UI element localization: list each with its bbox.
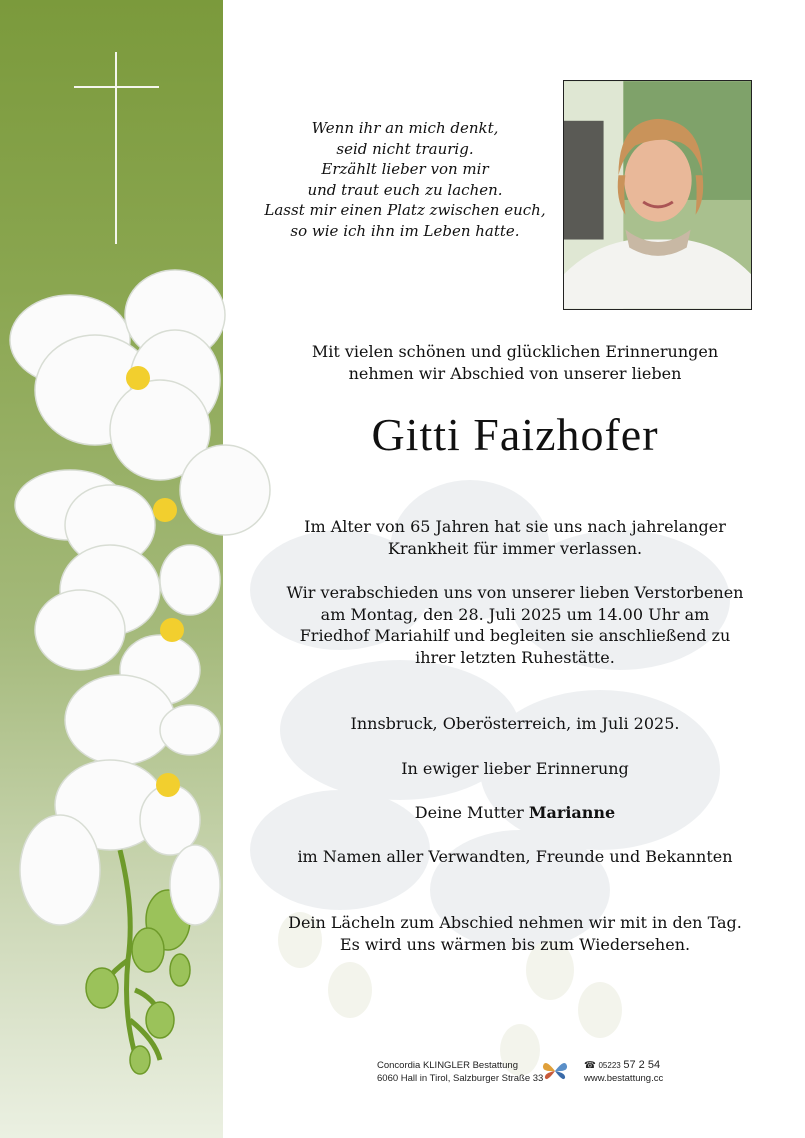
poem-line: Erzählt lieber von mir <box>321 160 489 178</box>
age-line: Krankheit für immer verlassen. <box>387 538 643 558</box>
poem-line: Wenn ihr an mich denkt, <box>311 119 499 137</box>
mother-prefix: Deine Mutter <box>414 803 524 822</box>
place-date <box>250 713 780 735</box>
phone-number: 57 2 54 <box>623 1059 661 1071</box>
poem-line: Lasst mir einen Platz zwischen euch, <box>264 201 546 219</box>
website-link[interactable]: www.bestattung.cc <box>584 1073 664 1084</box>
closing-line: Es wird uns wärmen bis zum Wiedersehen. <box>339 934 691 954</box>
butterfly-logo <box>541 1058 569 1084</box>
telephone-icon: ☎ <box>584 1060 596 1071</box>
poem-line: so wie ich ihn im Leben hatte. <box>290 221 520 240</box>
orchid-image <box>0 260 290 1090</box>
closing-text <box>250 912 780 955</box>
cross-icon-bar <box>74 86 159 88</box>
relatives-text: im Namen aller Verwandten, Freunde und Bekannten <box>297 847 733 866</box>
memory-text: In ewiger lieber Erinnerung <box>401 759 629 778</box>
mother-text <box>250 802 780 824</box>
phone-prefix: 05223 <box>598 1061 621 1070</box>
funeral-home-contact <box>584 1059 663 1085</box>
mother-line <box>250 802 780 824</box>
mother-name: Marianne <box>528 803 616 822</box>
funeral-text <box>250 582 780 668</box>
age-line: Im Alter von 65 Jahren hat sie uns nach jahrelanger <box>304 517 726 536</box>
intro-line: Mit vielen schönen und glücklichen Erinnerungen <box>311 342 719 361</box>
closing-line: Dein Lächeln zum Abschied nehmen wir mit in den Tag. <box>288 913 742 932</box>
phone-line <box>584 1059 663 1072</box>
funeral-home-info <box>377 1059 543 1085</box>
place-date-line: Innsbruck, Oberösterreich, im Juli 2025. <box>350 714 680 733</box>
poem-line: und traut euch zu lachen. <box>307 180 503 199</box>
relatives-line <box>250 846 780 868</box>
intro-text <box>250 341 780 384</box>
funeral-line: ihrer letzten Ruhestätte. <box>415 647 615 667</box>
poem <box>250 118 560 241</box>
portrait-photo <box>563 80 752 310</box>
funeral-line: am Montag, den 28. Juli 2025 um 14.00 Uhr am <box>320 604 710 624</box>
intro-line: nehmen wir Abschied von unserer lieben <box>348 363 682 383</box>
memory-line <box>250 758 780 780</box>
poem-line: seid nicht traurig. <box>336 139 474 158</box>
cross-icon <box>115 52 117 244</box>
deceased-name: Gitti Faizhofer <box>371 409 659 460</box>
funeral-line: Wir verabschieden uns von unserer lieben Verstorbenen <box>286 583 744 602</box>
funeral-home-name: Concordia KLINGLER Bestattung <box>377 1060 518 1071</box>
background-orchid-image <box>220 470 805 1090</box>
funeral-home-address: 6060 Hall in Tirol, Salzburger Straße 33 <box>377 1073 544 1084</box>
age-text <box>250 516 780 559</box>
funeral-line: Friedhof Mariahilf und begleiten sie anschließend zu <box>299 626 731 645</box>
